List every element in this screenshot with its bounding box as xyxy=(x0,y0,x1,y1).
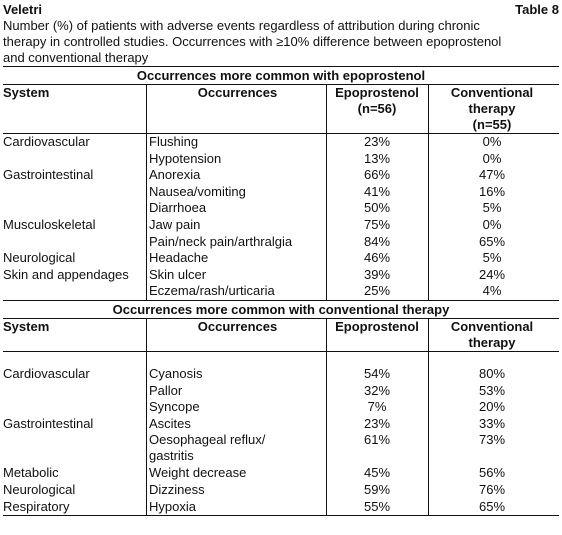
table-row xyxy=(3,167,559,184)
table-row xyxy=(3,499,559,516)
cell-system: Musculoskeletal xyxy=(3,216,96,232)
cell-system xyxy=(3,200,146,217)
table-row xyxy=(3,366,559,383)
column-header-line: Conventional xyxy=(450,318,534,334)
cell-occurrence: Hypoxia xyxy=(149,498,196,514)
column-header-line: therapy xyxy=(468,101,516,116)
cell-conventional: 0% xyxy=(482,150,502,166)
cell-conventional: 33% xyxy=(478,415,506,431)
cell-epoprostenol: 54% xyxy=(363,365,391,381)
cell-conventional: 4% xyxy=(482,283,502,299)
table-row xyxy=(3,134,559,151)
caption-line: Number (%) of patients with adverse events regardless of attribution during chronic xyxy=(3,18,480,33)
column-header-line: therapy xyxy=(468,334,516,350)
cell-epoprostenol: 46% xyxy=(363,250,391,266)
cell-epoprostenol: 45% xyxy=(363,465,391,481)
table-caption xyxy=(3,18,559,66)
column-header-line: Conventional xyxy=(450,85,534,100)
table-label: Table 8 xyxy=(515,2,559,17)
column-divider xyxy=(428,319,429,515)
cell-system: Cardiovascular xyxy=(3,365,90,381)
cell-epoprostenol: 23% xyxy=(363,134,391,149)
cell-occurrence: Nausea/vomiting xyxy=(149,183,246,199)
table-row xyxy=(3,184,559,201)
cell-system xyxy=(3,184,146,201)
cell-conventional: 20% xyxy=(478,399,506,415)
cell-conventional: 80% xyxy=(478,365,506,381)
cell-system xyxy=(3,432,146,465)
table-bottom-rule xyxy=(3,515,559,516)
cell-occurrence: Dizziness xyxy=(149,481,205,497)
section-title: Occurrences more common with epoprostenol xyxy=(136,68,426,83)
column-header-conventional xyxy=(428,319,556,351)
cell-conventional: 0% xyxy=(482,134,502,149)
table-row xyxy=(3,151,559,168)
cell-system: Neurological xyxy=(3,481,76,497)
cell-conventional: 5% xyxy=(482,250,502,266)
drug-name: Veletri xyxy=(3,2,43,17)
column-header-line: (n=55) xyxy=(472,117,512,132)
section-title: Occurrences more common with conventional therapy xyxy=(112,301,450,317)
table-row xyxy=(3,465,559,482)
column-divider xyxy=(326,319,327,515)
column-header-system: System xyxy=(3,85,50,100)
row-spacer xyxy=(3,352,559,366)
cell-epoprostenol: 84% xyxy=(363,233,391,249)
cell-conventional: 65% xyxy=(478,233,506,249)
cell-conventional: 65% xyxy=(478,498,506,514)
table-row xyxy=(3,250,559,267)
cell-occurrence: Jaw pain xyxy=(149,216,201,232)
cell-epoprostenol: 41% xyxy=(363,183,391,199)
cell-epoprostenol: 13% xyxy=(363,150,391,166)
cell-occurrence: Hypotension xyxy=(149,150,222,166)
cell-epoprostenol: 61% xyxy=(363,432,391,448)
cell-conventional: 16% xyxy=(478,183,506,199)
cell-epoprostenol: 66% xyxy=(363,167,391,183)
cell-conventional: 5% xyxy=(482,200,502,216)
cell-occurrence: Weight decrease xyxy=(149,465,247,481)
cell-system: Skin and appendages xyxy=(3,266,129,282)
table-row xyxy=(3,200,559,217)
cell-system xyxy=(3,234,146,251)
cell-epoprostenol: 7% xyxy=(367,399,387,415)
cell-occurrence: Diarrhoea xyxy=(149,200,207,216)
cell-occurrence xyxy=(146,432,326,465)
cell-system: Gastrointestinal xyxy=(3,415,94,431)
cell-epoprostenol: 23% xyxy=(363,415,391,431)
column-header-row xyxy=(3,85,559,133)
column-header-conventional xyxy=(428,85,556,133)
column-divider xyxy=(146,319,147,515)
cell-epoprostenol: 59% xyxy=(363,481,391,497)
cell-system xyxy=(3,283,146,300)
cell-occurrence: Pain/neck pain/arthralgia xyxy=(149,233,293,249)
cell-occurrence: Headache xyxy=(149,250,209,266)
table-row xyxy=(3,432,559,465)
column-divider xyxy=(428,85,429,300)
cell-conventional: 0% xyxy=(482,216,502,232)
cell-occurrence: Skin ulcer xyxy=(149,266,207,282)
cell-occurrence: Eczema/rash/urticaria xyxy=(149,283,275,299)
cell-conventional: 24% xyxy=(478,266,506,282)
table-sections xyxy=(3,66,559,516)
cell-system: Neurological xyxy=(3,250,76,266)
cell-system: Cardiovascular xyxy=(3,134,90,149)
cell-epoprostenol: 75% xyxy=(363,216,391,232)
cell-system: Respiratory xyxy=(3,498,70,514)
section-body xyxy=(3,319,559,515)
table-row xyxy=(3,234,559,251)
table-row xyxy=(3,482,559,499)
cell-system xyxy=(3,383,146,400)
cell-conventional: 76% xyxy=(478,481,506,497)
column-divider xyxy=(146,85,147,300)
column-header-line: Epoprostenol xyxy=(335,318,419,334)
column-header-epoprostenol xyxy=(326,319,428,351)
cell-system: Gastrointestinal xyxy=(3,167,94,183)
column-header-system: System xyxy=(3,318,50,334)
cell-conventional: 56% xyxy=(478,465,506,481)
column-header-epoprostenol xyxy=(326,85,428,133)
cell-epoprostenol: 32% xyxy=(363,382,391,398)
column-header-occurrences: Occurrences xyxy=(197,318,278,334)
table-row xyxy=(3,217,559,234)
column-header-row xyxy=(3,319,559,351)
caption-line: therapy in controlled studies. Occurrences with ≥10% difference between epoprostenol xyxy=(3,34,502,49)
cell-occurrence: Flushing xyxy=(149,134,199,149)
cell-system xyxy=(3,151,146,168)
cell-conventional: 53% xyxy=(478,382,506,398)
table-row xyxy=(3,399,559,416)
cell-epoprostenol: 55% xyxy=(363,498,391,514)
cell-conventional: 73% xyxy=(478,432,506,448)
cell-occurrence: Syncope xyxy=(149,399,200,415)
table-row xyxy=(3,416,559,433)
table-row xyxy=(3,283,559,300)
cell-occurrence: Pallor xyxy=(149,382,183,398)
title-row xyxy=(3,2,559,18)
cell-occurrence-line: gastritis xyxy=(149,448,194,464)
section-body xyxy=(3,85,559,300)
caption-line: and conventional therapy xyxy=(3,50,149,65)
table-row xyxy=(3,267,559,284)
table-row xyxy=(3,383,559,400)
cell-conventional: 47% xyxy=(478,167,506,183)
column-header-line: Epoprostenol xyxy=(335,85,419,100)
cell-system: Metabolic xyxy=(3,465,59,481)
cell-occurrence-line: Oesophageal reflux/ xyxy=(149,432,266,448)
cell-system xyxy=(3,399,146,416)
column-header-line: (n=56) xyxy=(357,101,397,116)
column-header-occurrences: Occurrences xyxy=(197,85,278,100)
cell-epoprostenol: 25% xyxy=(363,283,391,299)
cell-epoprostenol: 39% xyxy=(363,266,391,282)
cell-occurrence: Anorexia xyxy=(149,167,201,183)
cell-epoprostenol: 50% xyxy=(363,200,391,216)
column-divider xyxy=(326,85,327,300)
cell-occurrence: Cyanosis xyxy=(149,365,203,381)
cell-occurrence: Ascites xyxy=(149,415,191,431)
